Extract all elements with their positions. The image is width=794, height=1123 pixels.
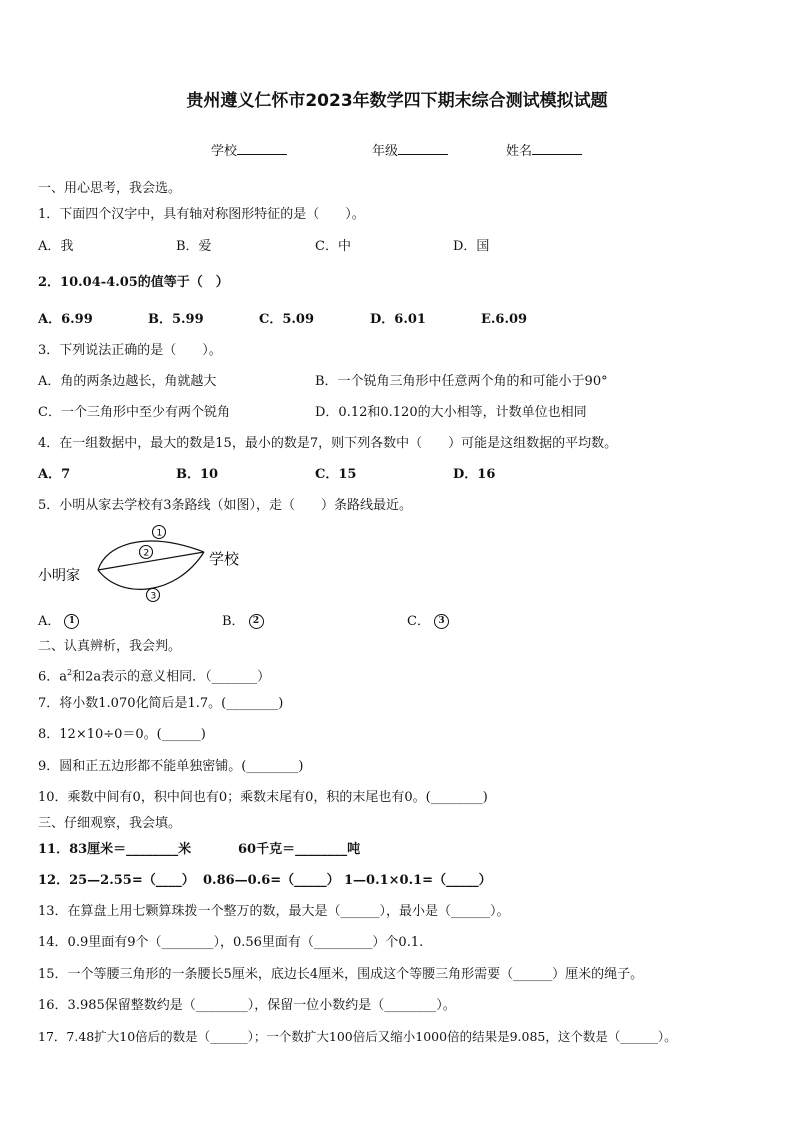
q6 (38, 664, 270, 686)
q8: 8．12×10÷0＝0。(______) (38, 727, 206, 742)
grade-label: 年级 (372, 144, 399, 159)
q12-part-a: 12．25—2.55=（____） (38, 873, 195, 888)
q15: 15．一个等腰三角形的一条腰长5厘米，底边长4厘米，围成这个等腰三角形需要（______）厘米的绳子。 (38, 967, 644, 982)
route-3-number: 3 (150, 591, 157, 602)
q5-option-a-circle: 1 (64, 614, 79, 629)
q17: 17．7.48扩大10倍后的数是（______）；一个数扩大100倍后又缩小1000倍的结果是9.085，这个数是（______）。 (38, 1029, 677, 1044)
grade-field[interactable] (372, 140, 448, 159)
q2-option-a[interactable]: A．6.99 (38, 312, 93, 327)
q2-option-b[interactable]: B．5.99 (148, 312, 204, 327)
q5-option-a[interactable] (38, 613, 79, 631)
q5-option-a-letter: A． (38, 614, 61, 629)
route-1-number: 1 (156, 528, 163, 539)
q2-option-d[interactable]: D．6.01 (370, 312, 426, 327)
q4-stem: 4．在一组数据中，最大的数是15，最小的数是7，则下列各数中（ ）可能是这组数据的平均数。 (38, 436, 618, 451)
q1-option-b[interactable]: B．爱 (176, 239, 212, 254)
q3-option-a[interactable]: A．角的两条边越长，角就越大 (38, 374, 217, 389)
q13: 13．在算盘上用七颗算珠拨一个整万的数，最大是（______），最小是（______）。 (38, 904, 510, 919)
grade-blank[interactable] (398, 142, 448, 155)
q6-post: 和2a表示的意义相同．（_______） (72, 669, 271, 685)
q5-option-b[interactable] (222, 613, 264, 631)
q12-part-c: 1—0.1×0.1=（_____） (344, 873, 492, 888)
name-blank[interactable] (532, 142, 582, 155)
school-label-diagram: 学校 (209, 550, 240, 568)
name-field[interactable] (506, 140, 582, 159)
q16: 16．3.985保留整数约是（________），保留一位小数约是（________）。 (38, 998, 456, 1013)
q5-stem: 5．小明从家去学校有3条路线（如图），走（ ）条路线最近。 (38, 498, 413, 513)
name-label: 姓名 (506, 144, 533, 159)
q10: 10．乘数中间有0，积中间也有0；乘数末尾有0，积的末尾也有0。(________) (38, 790, 488, 805)
page-title: 贵州遵义仁怀市2023年数学四下期末综合测试模拟试题 (186, 91, 608, 111)
q11-part-b: 60千克＝________吨 (238, 842, 361, 857)
q4-option-a[interactable]: A．7 (38, 467, 71, 482)
q4-option-c[interactable]: C．15 (315, 467, 357, 482)
section-3-heading: 三、仔细观察，我会填。 (38, 816, 182, 831)
q1-option-c[interactable]: C．中 (315, 239, 351, 254)
q1-option-d[interactable]: D．国 (453, 239, 490, 254)
q2-stem: 2．10.04-4.05的值等于（ ） (38, 275, 229, 290)
q14: 14．0.9里面有9个（________），0.56里面有（_________）个0.1. (38, 935, 424, 950)
school-label: 学校 (211, 144, 238, 159)
q1-option-a[interactable]: A．我 (38, 239, 74, 254)
q4-option-b[interactable]: B．10 (176, 467, 219, 482)
q9: 9．圆和正五边形都不能单独密铺。(________) (38, 759, 304, 774)
route-2-number: 2 (143, 548, 150, 559)
q2-option-e[interactable]: E.6.09 (481, 312, 528, 327)
q1-stem: 1．下面四个汉字中，具有轴对称图形特征的是（ ）。 (38, 207, 365, 222)
section-2-heading: 二、认真辨析，我会判。 (38, 639, 182, 654)
q7: 7．将小数1.070化简后是1.7。(________) (38, 696, 284, 711)
q3-option-c[interactable]: C．一个三角形中至少有两个锐角 (38, 405, 230, 420)
q5-option-c[interactable] (407, 613, 449, 631)
school-field[interactable] (211, 140, 287, 159)
q5-option-c-circle: 3 (434, 614, 449, 629)
q11-part-a: 11．83厘米＝________米 (38, 842, 192, 857)
q5-option-b-letter: B． (222, 614, 245, 629)
q4-option-d[interactable]: D．16 (453, 467, 496, 482)
q12-part-b: 0.86—0.6=（_____） (203, 873, 340, 888)
route-diagram (36, 524, 266, 608)
q2-option-c[interactable]: C．5.09 (259, 312, 315, 327)
q3-option-d[interactable]: D．0.12和0.120的大小相等，计数单位也相同 (315, 405, 587, 420)
q6-sup: 2 (67, 668, 73, 677)
school-blank[interactable] (237, 142, 287, 155)
q3-stem: 3．下列说法正确的是（ ）。 (38, 343, 222, 358)
home-label: 小明家 (38, 568, 80, 584)
q6-pre: 6．a (38, 669, 68, 685)
q5-option-b-circle: 2 (249, 614, 264, 629)
section-1-heading: 一、用心思考，我会选。 (38, 181, 182, 196)
q5-option-c-letter: C． (407, 614, 430, 629)
route-3-path (98, 552, 204, 589)
q3-option-b[interactable]: B．一个锐角三角形中任意两个角的和可能小于90° (315, 374, 608, 389)
